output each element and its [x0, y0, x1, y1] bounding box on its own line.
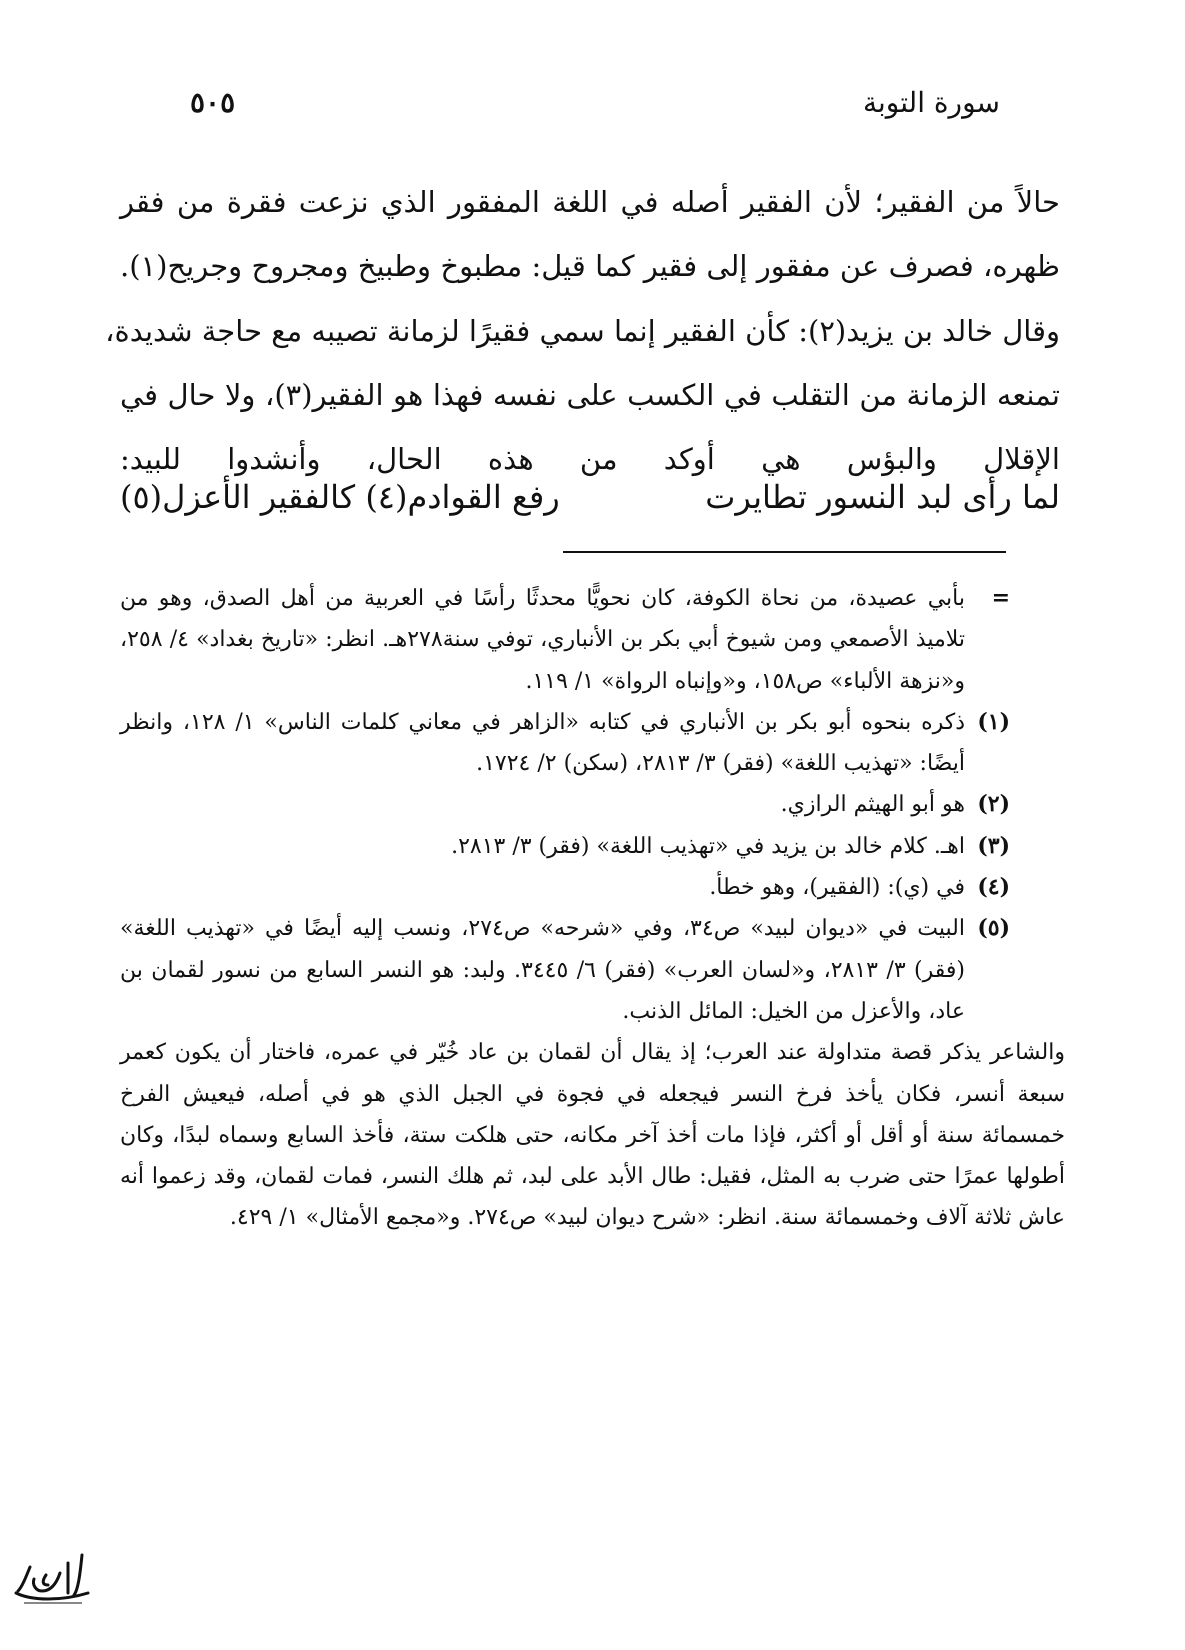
footnotes [120, 578, 1065, 1239]
main-text-line: ظهره، فصرف عن مفقور إلى فقير كما قيل: مطبوخ وطبيخ ومجروح وجريح(١). [120, 249, 1060, 284]
main-text-line: وقال خالد بن يزيد(٢): كأن الفقير إنما سمي فقيرًا لزمانة تصيبه مع حاجة شديدة، [105, 313, 1060, 348]
footnote-item [120, 702, 1010, 785]
footnote-number: (٤) [977, 874, 1010, 901]
footnote-number: (٢) [977, 791, 1010, 818]
footnote-number: (٣) [977, 832, 1010, 859]
verse-second-hemistich: رفع القوادم(٤) كالفقير الأعزل(٥) [120, 478, 560, 516]
footnote-item [120, 784, 1010, 825]
footnote-continuation-text: والشاعر يذكر قصة متداولة عند العرب؛ إذ يقال أن لقمان بن عاد خُيّر في عمره، فاختار أن يكون كعمر سبعة أنسر، فكان يأخذ فرخ النسر فيجعله في فجوة في الجبل الذي هو في أصله، فيعيش الفرخ خمسمائة سنة أو أقل أو أكثر، فإذا مات أخذ آخر مكانه، حتى هلكت ستة، فأخذ السابع وسماه لبدًا، وكان أطولها عمرًا حتى ضرب به المثل، فقيل: طال الأبد على لبد، ثم هلك النسر، فمات لقمان، وقد زعموا أنه عاش ثلاثة آلاف وخمسمائة سنة. انظر: «شرح ديوان لبيد» ص٢٧٤. و«مجمع الأمثال» ١/ ٤٢٩. [120, 1040, 1065, 1231]
poetry-verse [120, 478, 1060, 516]
main-text-line: تمنعه الزمانة من التقلب في الكسب على نفسه فهذا هو الفقير(٣)، ولا حال في [120, 377, 1060, 412]
footnote-text: اهـ. كلام خالد بن يزيد في «تهذيب اللغة» (فقر) ٣/ ٢٨١٣. [451, 833, 965, 859]
footnote-continuation [120, 1032, 1065, 1238]
main-text [105, 170, 1060, 491]
footnote-item [120, 908, 1010, 1032]
footnote-text: هو أبو الهيثم الرازي. [780, 792, 965, 818]
footnote-separator [563, 551, 1006, 553]
footnote-number: = [991, 585, 1010, 611]
verse-first-hemistich: لما رأى لبد النسور تطايرت [705, 478, 1060, 516]
footnote-number: (١) [977, 708, 1010, 735]
footnote-text: بأبي عصيدة، من نحاة الكوفة، كان نحويًّا محدثًا رأسًا في العربية من أهل الصدق، وهو من تلاميذ الأصمعي ومن شيوخ أبي بكر بن الأنباري، توفي سنة٢٧٨هـ. انظر: «تاريخ بغداد» ٤/ ٢٥٨، و«نزهة الألباء» ص١٥٨، و«وإنباه الرواة» ١/ ١١٩. [120, 586, 966, 694]
main-text-line: حالاً من الفقير؛ لأن الفقير أصله في اللغة المفقور الذي نزعت فقرة من فقر [120, 185, 1060, 219]
running-header-title: سورة التوبة [862, 86, 1000, 119]
footnote-item [120, 826, 1010, 867]
library-stamp-logo [12, 1545, 92, 1615]
footnote-item [120, 578, 1010, 702]
page-number: ٥٠٥ [190, 86, 236, 119]
footnote-text: ذكره بنحوه أبو بكر بن الأنباري في كتابه «الزاهر في معاني كلمات الناس» ١/ ١٢٨، وانظر أيضًا: «تهذيب اللغة» (فقر) ٣/ ٢٨١٣، (سكن) ٢/ ١٧٢٤. [120, 709, 966, 777]
footnote-text: البيت في «ديوان لبيد» ص٣٤، وفي «شرحه» ص٢٧٤، ونسب إليه أيضًا في «تهذيب اللغة» (فقر) ٣/ ٢٨١٣، و«لسان العرب» (فقر) ٦/ ٣٤٤٥. ولبد: هو النسر السابع من نسور لقمان بن عاد، والأعزل من الخيل: المائل الذنب. [120, 916, 966, 1024]
main-text-line: الإقلال والبؤس هي أوكد من هذه الحال، وأنشدوا للبيد: [120, 442, 1060, 477]
footnote-item [120, 867, 1010, 908]
footnote-number: (٥) [977, 915, 1010, 942]
footnote-text: في (ي): (الفقير)، وهو خطأ. [709, 875, 965, 901]
